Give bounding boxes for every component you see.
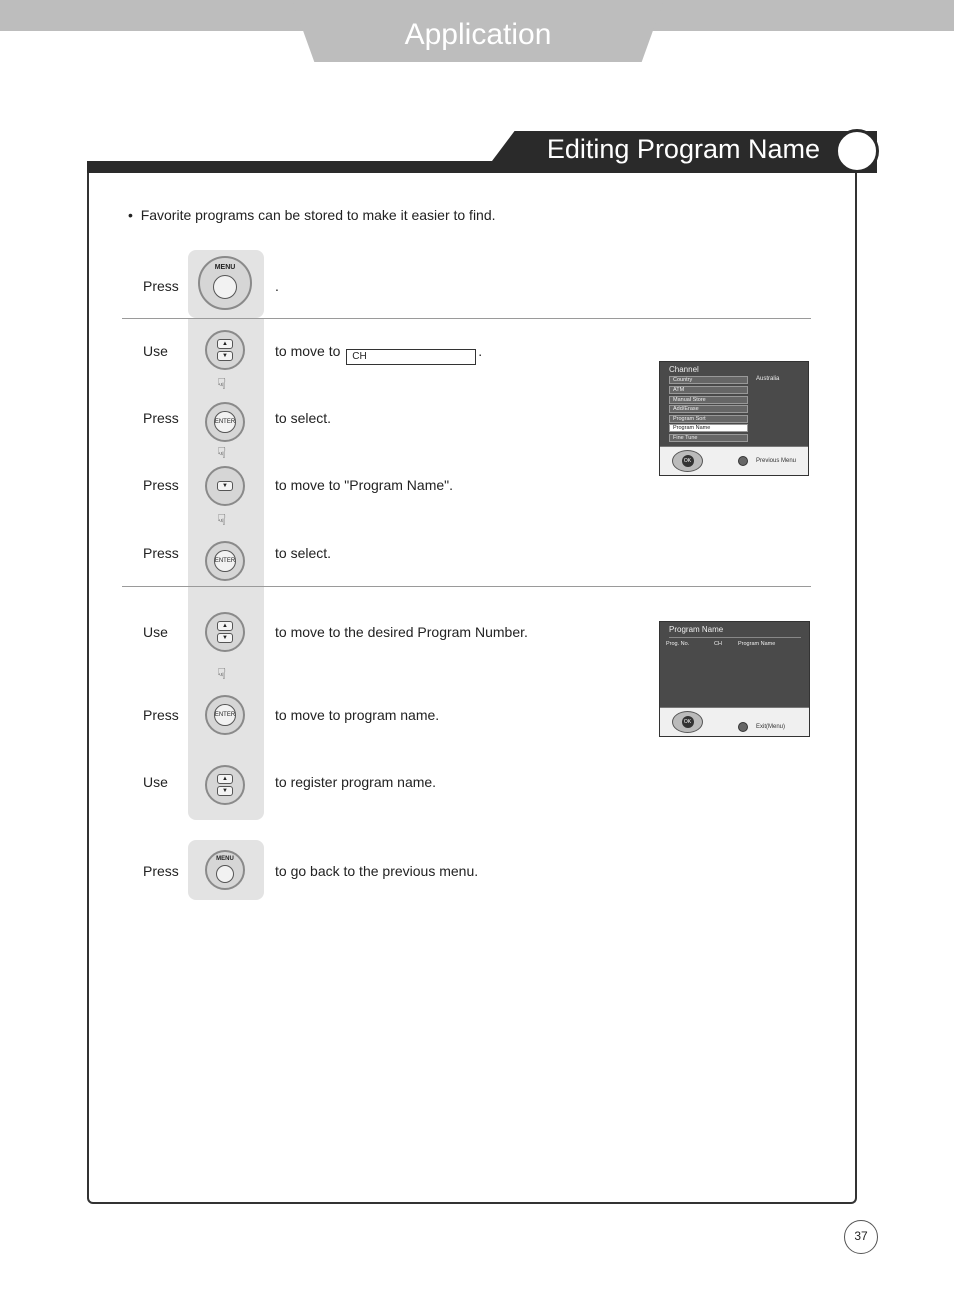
menu-ball-icon	[738, 456, 748, 466]
menu-item: Manual Store	[669, 396, 748, 404]
step-verb: Use	[143, 343, 168, 359]
menu-item: Add/Erase	[669, 405, 748, 413]
step-text: to select.	[275, 410, 332, 426]
menu-item: Country	[669, 376, 748, 384]
enter-button-label: ENTER	[214, 704, 236, 726]
enter-button-icon	[205, 695, 245, 735]
channel-menu-screenshot	[659, 361, 809, 476]
screen-footer	[660, 707, 809, 736]
country-value: Australia	[756, 376, 780, 382]
up-down-button-icon: ▲ ▼	[205, 330, 245, 370]
step-text	[275, 343, 482, 365]
down-hand-arrow-icon: ☟	[217, 376, 227, 393]
step-text: to select.	[275, 545, 332, 561]
menu-button-icon	[205, 850, 245, 890]
screen-footer	[660, 446, 808, 475]
up-down-button-icon: ▲ ▼	[205, 612, 245, 652]
menu-ball-icon	[738, 722, 748, 732]
intro-text: Favorite programs can be stored to make it easier to find.	[140, 207, 496, 223]
footer-text: Previous Menu	[756, 458, 797, 464]
up-down-button-icon: ▲ ▼	[205, 765, 245, 805]
step-verb: Press	[143, 477, 179, 493]
menu-item-selected: Program Name	[669, 424, 748, 432]
down-button-icon: ▼	[205, 466, 245, 506]
step-verb: Use	[143, 774, 168, 790]
section-title: Application	[404, 18, 552, 51]
menu-button-label: MENU	[216, 856, 234, 862]
page-number: 37	[844, 1220, 878, 1254]
program-name-screenshot	[659, 621, 810, 737]
screen-title: Program Name	[669, 625, 724, 634]
ok-label: OK	[682, 716, 694, 728]
down-hand-arrow-icon: ☟	[217, 445, 227, 462]
step-text: to move to program name.	[275, 707, 440, 723]
step-text-pre: to move to	[275, 343, 341, 359]
step-text: to move to the desired Program Number.	[275, 624, 528, 640]
menu-item: Fine Tune	[669, 434, 748, 442]
step-verb: Use	[143, 624, 168, 640]
down-hand-arrow-icon: ☟	[217, 666, 227, 683]
step-verb: Press	[143, 863, 179, 879]
section-divider	[122, 586, 811, 587]
enter-button-label: ENTER	[214, 411, 236, 433]
step-text: to register program name.	[275, 774, 437, 790]
step-text-post: .	[478, 343, 483, 359]
enter-button-label: ENTER	[214, 550, 236, 572]
step-text: .	[275, 278, 279, 294]
ok-label: OK	[682, 455, 694, 467]
enter-button-icon	[205, 402, 245, 442]
step-verb: Press	[143, 707, 179, 723]
screen-title: Channel	[669, 365, 699, 374]
enter-button-icon	[205, 541, 245, 581]
title-circle-decoration	[835, 129, 879, 173]
menu-button-icon	[198, 256, 252, 310]
menu-item: ATM	[669, 386, 748, 394]
step-verb: Press	[143, 410, 179, 426]
step-text: to move to "Program Name".	[275, 477, 454, 493]
ok-pad-icon	[672, 450, 703, 472]
step-text: to go back to the previous menu.	[275, 863, 479, 879]
column-header: Prog. No.	[666, 641, 690, 647]
menu-item: Program Sort	[669, 415, 748, 423]
step-verb: Press	[143, 278, 179, 294]
ch-menu-box: CH	[346, 349, 476, 365]
step-verb: Press	[143, 545, 179, 561]
menu-button-label: MENU	[214, 264, 236, 271]
section-divider	[122, 318, 811, 319]
column-header: Program Name	[738, 641, 776, 647]
ok-pad-icon	[672, 711, 703, 733]
intro-bullet: • Favorite programs can be stored to make it easier to find.	[128, 207, 496, 223]
footer-text: Exit(Menu)	[756, 724, 786, 730]
page-title: Editing Program Name	[546, 134, 820, 164]
column-header: CH	[714, 641, 722, 647]
down-hand-arrow-icon: ☟	[217, 512, 227, 529]
